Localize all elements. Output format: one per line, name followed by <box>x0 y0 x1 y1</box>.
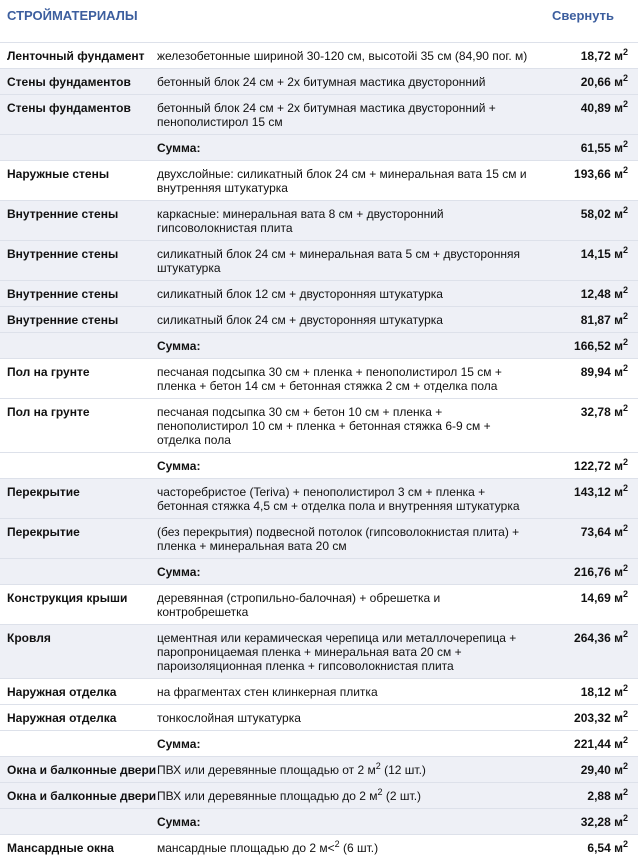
area-value-cell <box>544 69 638 95</box>
unit-exponent: 2 <box>623 99 628 109</box>
material-description <box>151 281 544 307</box>
unit-exponent: 2 <box>623 629 628 639</box>
description-text: ПВХ или деревянные площадью до 2 м <box>157 789 378 803</box>
area-value: 18,12 <box>581 685 611 699</box>
material-description <box>151 705 544 731</box>
element-name: Наружные стены <box>0 161 151 201</box>
material-description <box>151 479 544 519</box>
element-name: Перекрытие <box>0 479 151 519</box>
description-text: песчаная подсыпка 30 см + пленка + пенополистирол 15 см + пленка + бетон 14 см + бетонная стяжка 2 см + отделка пола <box>157 365 502 393</box>
unit: м <box>614 459 623 473</box>
materials-table <box>0 42 638 860</box>
unit: м <box>614 339 623 353</box>
element-name: Пол на грунте <box>0 359 151 399</box>
sum-value-cell <box>544 333 638 359</box>
element-name: Пол на грунте <box>0 399 151 453</box>
description-text: двухслойные: силикатный блок 24 см + минеральная вата 15 см и внутренняя штукатурка <box>157 167 527 195</box>
description-text: бетонный блок 24 см + 2x битумная мастика двусторонний + пенополистирол 15 см <box>157 101 496 129</box>
sum-empty-cell <box>0 333 151 359</box>
material-row <box>0 201 638 241</box>
unit-exponent: 2 <box>623 139 628 149</box>
description-text: на фрагментах стен клинкерная плитка <box>157 685 378 699</box>
element-name: Кровля <box>0 625 151 679</box>
material-row <box>0 519 638 559</box>
description-exponent: 2 <box>376 761 381 771</box>
unit: м <box>614 49 623 63</box>
unit: м <box>614 207 623 221</box>
area-value: 221,44 <box>574 737 611 751</box>
description-suffix: (12 шт.) <box>381 763 426 777</box>
description-text: деревянная (стропильно-балочная) + обрешетка и контробрешетка <box>157 591 440 619</box>
sum-value-cell <box>544 809 638 835</box>
unit: м <box>614 287 623 301</box>
description-text: железобетонные шириной 30-120 см, высотойі 35 см (84,90 пог. м) <box>157 49 527 63</box>
element-name: Стены фундаментов <box>0 69 151 95</box>
unit-exponent: 2 <box>623 457 628 467</box>
unit: м <box>614 737 623 751</box>
materials-table-body <box>0 43 638 860</box>
area-value-cell <box>544 201 638 241</box>
unit-exponent: 2 <box>623 787 628 797</box>
unit: м <box>614 763 623 777</box>
unit-exponent: 2 <box>623 403 628 413</box>
unit-exponent: 2 <box>623 205 628 215</box>
material-description <box>151 835 544 860</box>
area-value-cell <box>544 161 638 201</box>
area-value-cell <box>544 479 638 519</box>
sum-value-cell <box>544 559 638 585</box>
material-description <box>151 43 544 69</box>
description-text: силикатный блок 24 см + минеральная вата 5 см + двусторонняя штукатурка <box>157 247 520 275</box>
unit-exponent: 2 <box>623 285 628 295</box>
element-name: Мансардные окна <box>0 835 151 860</box>
unit: м <box>614 841 623 855</box>
element-name: Ленточный фундамент <box>0 43 151 69</box>
area-value-cell <box>544 783 638 809</box>
material-row <box>0 757 638 783</box>
unit: м <box>614 591 623 605</box>
area-value: 193,66 <box>574 167 611 181</box>
sum-label: Сумма: <box>151 731 544 757</box>
material-row <box>0 679 638 705</box>
description-text: ПВХ или деревянные площадью от 2 м <box>157 763 376 777</box>
area-value: 166,52 <box>574 339 611 353</box>
area-value-cell <box>544 95 638 135</box>
description-text: мансардные площадью до 2 м< <box>157 841 335 855</box>
section-header <box>0 0 638 42</box>
description-text: цементная или керамическая черепица или металлочерепица + паропроницаемая пленка + минеральная вата 20 см + пароизоляционная пленка + гипсоволокнистая плита <box>157 631 516 673</box>
area-value-cell <box>544 359 638 399</box>
material-description <box>151 399 544 453</box>
area-value-cell <box>544 585 638 625</box>
unit-exponent: 2 <box>623 683 628 693</box>
material-description <box>151 241 544 281</box>
sum-empty-cell <box>0 135 151 161</box>
material-description <box>151 757 544 783</box>
area-value: 61,55 <box>581 141 611 155</box>
element-name: Внутренние стены <box>0 241 151 281</box>
material-row <box>0 43 638 69</box>
area-value: 40,89 <box>581 101 611 115</box>
element-name: Наружная отделка <box>0 705 151 731</box>
area-value: 32,28 <box>581 815 611 829</box>
area-value-cell <box>544 757 638 783</box>
area-value: 203,32 <box>574 711 611 725</box>
unit: м <box>614 75 623 89</box>
description-suffix: (2 шт.) <box>383 789 421 803</box>
sum-row <box>0 135 638 161</box>
unit: м <box>614 789 623 803</box>
area-value: 58,02 <box>581 207 611 221</box>
unit: м <box>614 685 623 699</box>
unit: м <box>614 101 623 115</box>
sum-empty-cell <box>0 731 151 757</box>
area-value-cell <box>544 43 638 69</box>
material-description <box>151 679 544 705</box>
sum-label: Сумма: <box>151 135 544 161</box>
unit: м <box>614 485 623 499</box>
unit-exponent: 2 <box>623 813 628 823</box>
element-name: Окна и балконные двери <box>0 783 151 809</box>
area-value: 14,15 <box>581 247 611 261</box>
element-name: Окна и балконные двери <box>0 757 151 783</box>
material-row <box>0 161 638 201</box>
area-value-cell <box>544 625 638 679</box>
unit-exponent: 2 <box>623 839 628 849</box>
description-text: (без перекрытия) подвесной потолок (гипсоволокнистая плита) + пленка + минеральная вата 20 см <box>157 525 519 553</box>
unit-exponent: 2 <box>623 311 628 321</box>
area-value: 18,72 <box>581 49 611 63</box>
unit-exponent: 2 <box>623 523 628 533</box>
material-row <box>0 241 638 281</box>
description-text: каркасные: минеральная вата 8 см + двусторонний гипсоволокнистая плита <box>157 207 444 235</box>
unit-exponent: 2 <box>623 165 628 175</box>
sum-label: Сумма: <box>151 809 544 835</box>
material-row <box>0 835 638 860</box>
sum-label: Сумма: <box>151 453 544 479</box>
description-text: песчаная подсыпка 30 см + бетон 10 см + пленка + пенополистирол 10 см + пленка + бетонная стяжка 6-9 см + отделка пола <box>157 405 491 447</box>
sum-row <box>0 809 638 835</box>
section-title: СТРОЙМАТЕРИАЛЫ <box>7 8 138 23</box>
element-name: Стены фундаментов <box>0 95 151 135</box>
sum-row <box>0 453 638 479</box>
element-name: Наружная отделка <box>0 679 151 705</box>
area-value: 14,69 <box>581 591 611 605</box>
area-value-cell <box>544 679 638 705</box>
unit: м <box>614 167 623 181</box>
element-name: Конструкция крыши <box>0 585 151 625</box>
material-row <box>0 359 638 399</box>
description-text: тонкослойная штукатурка <box>157 711 301 725</box>
area-value-cell <box>544 519 638 559</box>
element-name: Внутренние стены <box>0 281 151 307</box>
unit-exponent: 2 <box>623 337 628 347</box>
sum-empty-cell <box>0 559 151 585</box>
material-description <box>151 585 544 625</box>
description-suffix: (6 шт.) <box>340 841 378 855</box>
area-value-cell <box>544 705 638 731</box>
unit-exponent: 2 <box>623 735 628 745</box>
collapse-link[interactable]: Свернуть <box>552 8 614 23</box>
area-value: 89,94 <box>581 365 611 379</box>
area-value: 32,78 <box>581 405 611 419</box>
unit: м <box>614 565 623 579</box>
description-text: часторебристое (Teriva) + пенополистирол 3 см + пленка + бетонная стяжка 4,5 см + отделка пола и внутренняя штукатурка <box>157 485 520 513</box>
unit-exponent: 2 <box>623 363 628 373</box>
material-description <box>151 69 544 95</box>
sum-label: Сумма: <box>151 559 544 585</box>
sum-row <box>0 559 638 585</box>
area-value: 2,88 <box>587 789 610 803</box>
unit-exponent: 2 <box>623 589 628 599</box>
area-value: 73,64 <box>581 525 611 539</box>
unit-exponent: 2 <box>623 563 628 573</box>
description-text: силикатный блок 24 см + двусторонняя штукатурка <box>157 313 443 327</box>
description-text: силикатный блок 12 см + двусторонняя штукатурка <box>157 287 443 301</box>
element-name: Внутренние стены <box>0 201 151 241</box>
sum-empty-cell <box>0 809 151 835</box>
area-value-cell <box>544 399 638 453</box>
description-exponent: 2 <box>335 839 340 849</box>
sum-row <box>0 731 638 757</box>
area-value: 143,12 <box>574 485 611 499</box>
material-row <box>0 307 638 333</box>
area-value-cell <box>544 307 638 333</box>
unit: м <box>614 141 623 155</box>
unit: м <box>614 815 623 829</box>
unit-exponent: 2 <box>623 761 628 771</box>
material-row <box>0 585 638 625</box>
unit: м <box>614 525 623 539</box>
unit-exponent: 2 <box>623 245 628 255</box>
unit: м <box>614 365 623 379</box>
material-row <box>0 783 638 809</box>
area-value-cell <box>544 241 638 281</box>
area-value: 122,72 <box>574 459 611 473</box>
unit: м <box>614 711 623 725</box>
material-row <box>0 399 638 453</box>
material-description <box>151 307 544 333</box>
area-value: 6,54 <box>587 841 610 855</box>
element-name: Внутренние стены <box>0 307 151 333</box>
unit-exponent: 2 <box>623 73 628 83</box>
area-value: 81,87 <box>581 313 611 327</box>
sum-row <box>0 333 638 359</box>
sum-label: Сумма: <box>151 333 544 359</box>
area-value-cell <box>544 835 638 860</box>
area-value: 12,48 <box>581 287 611 301</box>
description-text: бетонный блок 24 см + 2x битумная мастика двусторонний <box>157 75 485 89</box>
material-description <box>151 519 544 559</box>
sum-value-cell <box>544 453 638 479</box>
sum-empty-cell <box>0 453 151 479</box>
unit: м <box>614 313 623 327</box>
material-description <box>151 625 544 679</box>
area-value: 216,76 <box>574 565 611 579</box>
material-row <box>0 95 638 135</box>
unit: м <box>614 631 623 645</box>
material-description <box>151 161 544 201</box>
material-row <box>0 705 638 731</box>
material-description <box>151 359 544 399</box>
sum-value-cell <box>544 135 638 161</box>
element-name: Перекрытие <box>0 519 151 559</box>
area-value-cell <box>544 281 638 307</box>
unit-exponent: 2 <box>623 709 628 719</box>
material-row <box>0 69 638 95</box>
material-description <box>151 95 544 135</box>
area-value: 264,36 <box>574 631 611 645</box>
material-row <box>0 625 638 679</box>
area-value: 29,40 <box>581 763 611 777</box>
material-row <box>0 479 638 519</box>
area-value: 20,66 <box>581 75 611 89</box>
unit: м <box>614 405 623 419</box>
material-description <box>151 783 544 809</box>
sum-value-cell <box>544 731 638 757</box>
unit: м <box>614 247 623 261</box>
material-row <box>0 281 638 307</box>
unit-exponent: 2 <box>623 483 628 493</box>
unit-exponent: 2 <box>623 47 628 57</box>
description-exponent: 2 <box>378 787 383 797</box>
material-description <box>151 201 544 241</box>
